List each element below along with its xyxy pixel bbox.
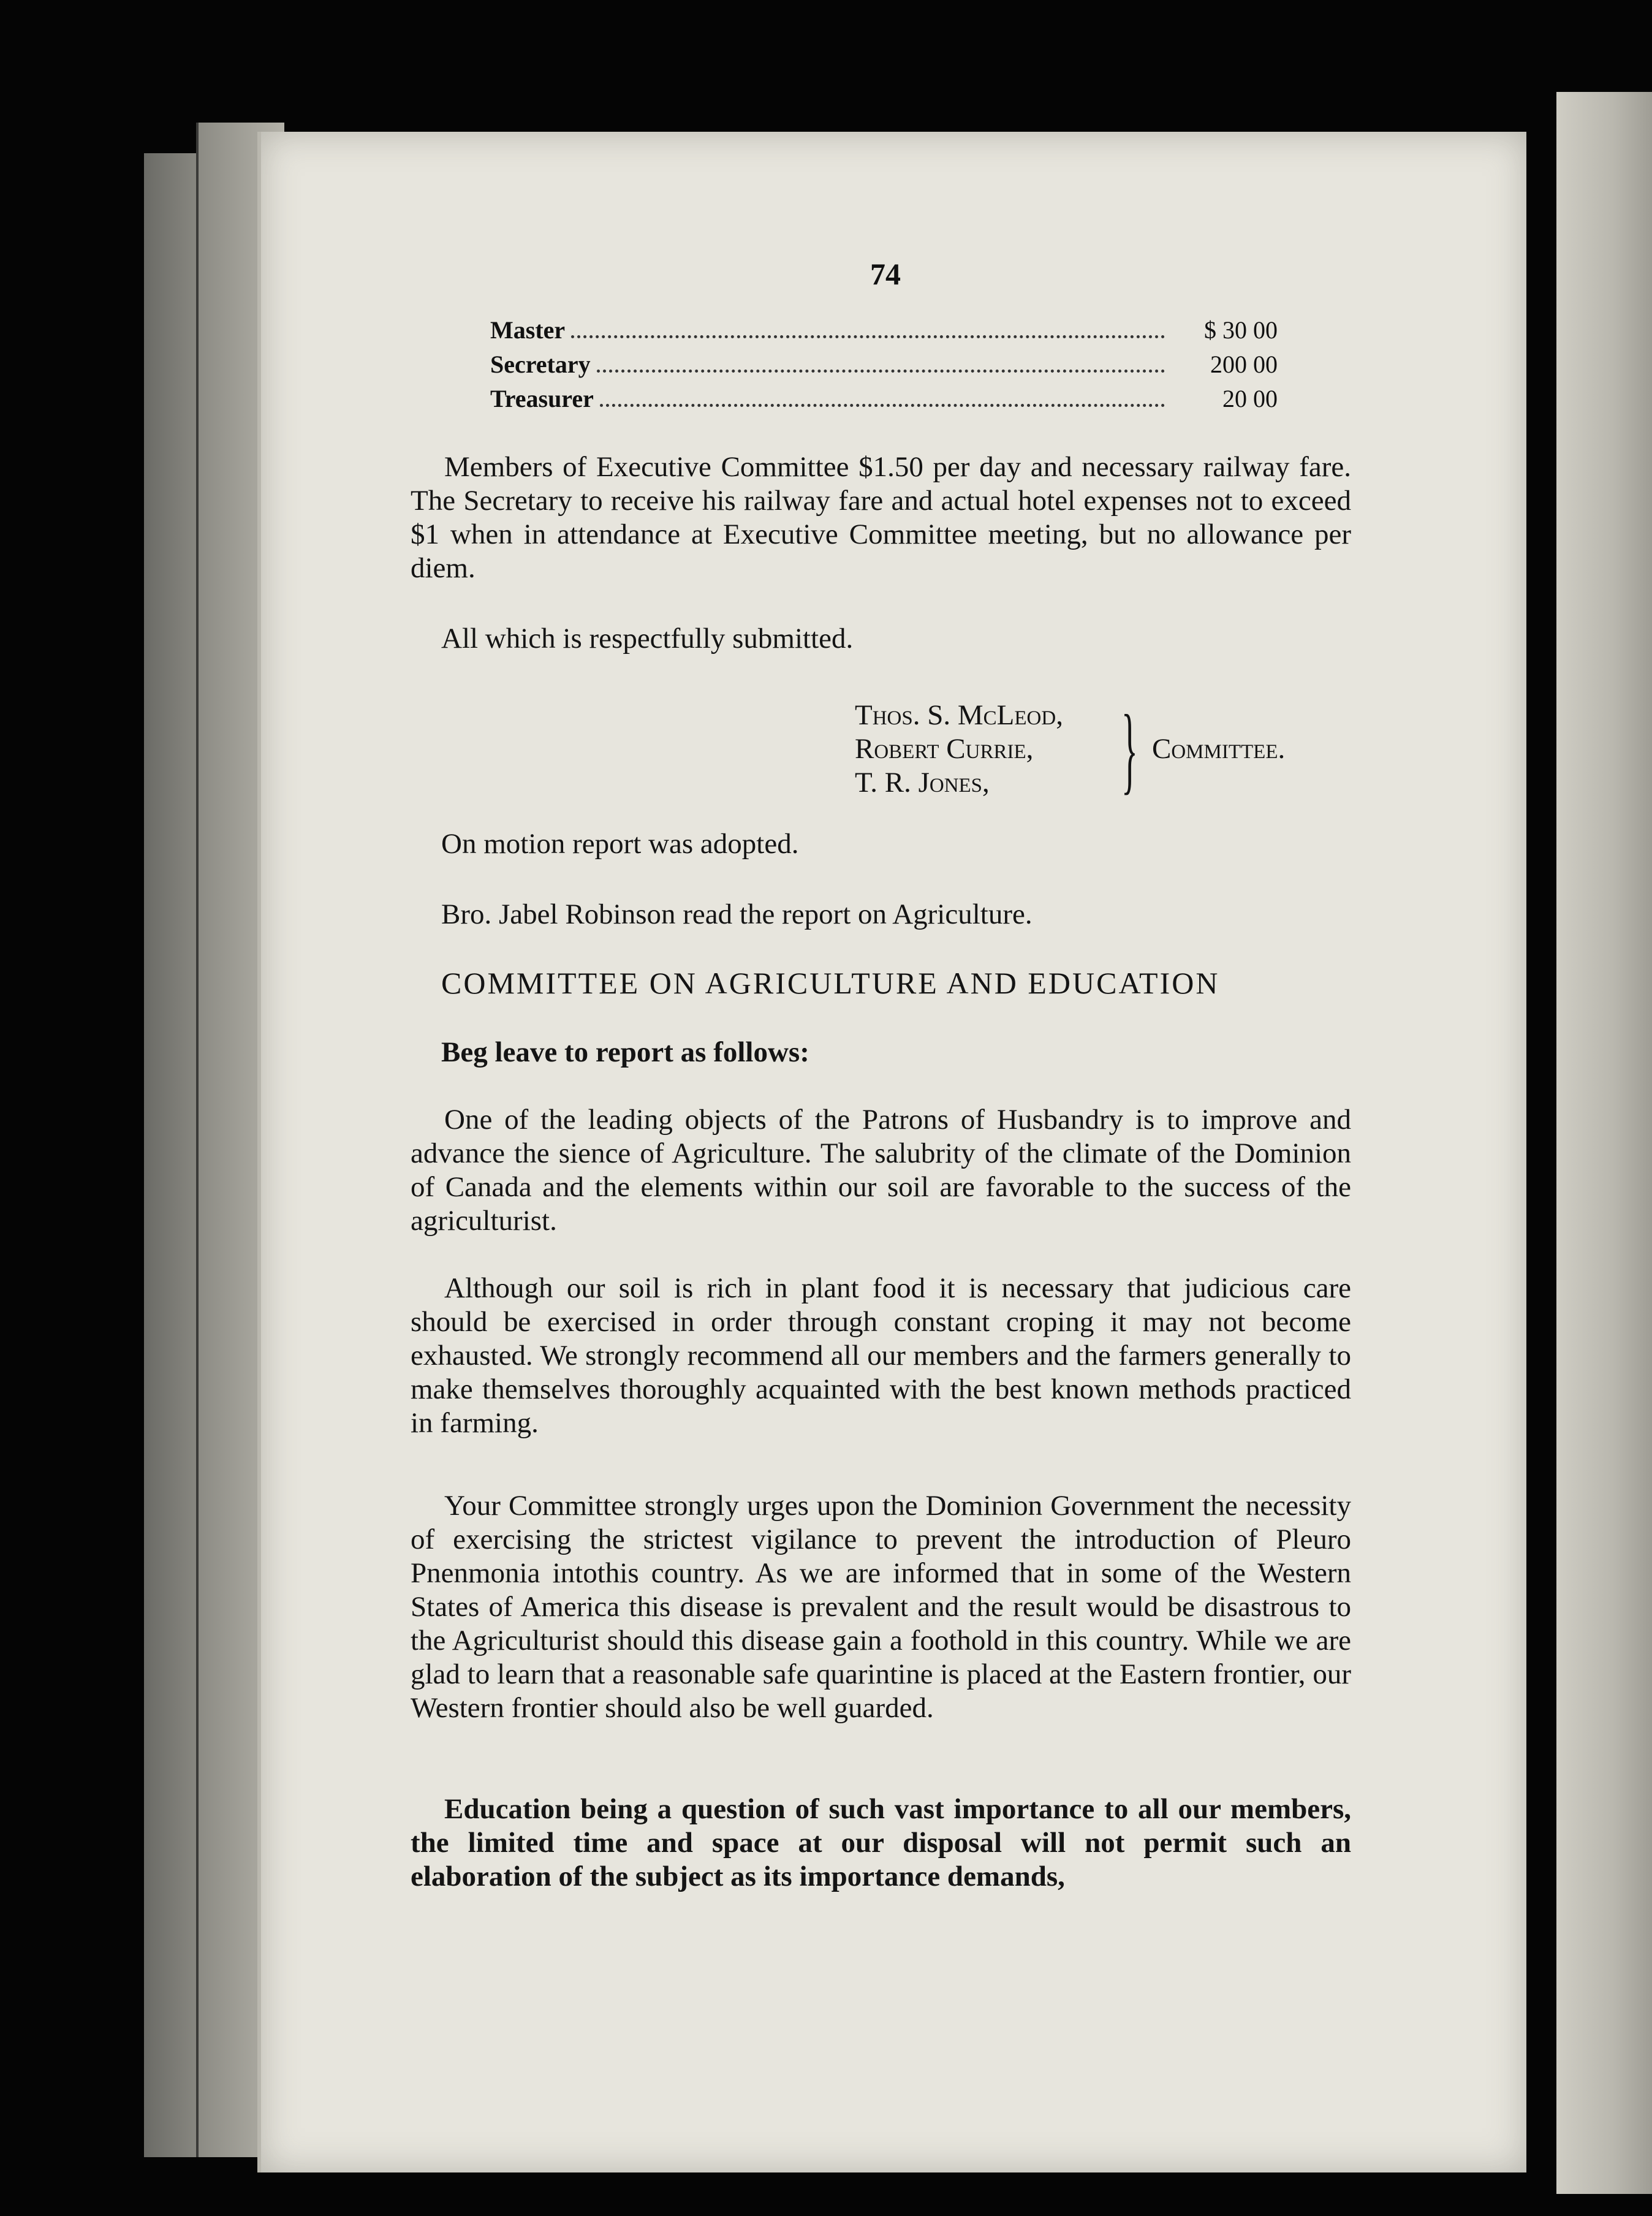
salary-row-secretary (490, 350, 1278, 384)
robinson-line: Bro. Jabel Robinson read the report on Agriculture. (441, 898, 1032, 930)
dot-leader (600, 404, 1165, 407)
education-paragraph (411, 1793, 1351, 1894)
objects-paragraph (411, 1103, 1351, 1238)
salary-label: Treasurer (490, 385, 594, 412)
salary-amount: $ 30 00 (1204, 316, 1278, 344)
dot-leader (571, 335, 1165, 338)
facing-page-edge (1556, 92, 1652, 2194)
beg-leave-line: Beg leave to report as follows: (441, 1036, 809, 1068)
section-heading: COMMITTEE ON AGRICULTURE AND EDUCATION (441, 966, 1220, 1000)
soil-paragraph (411, 1272, 1351, 1440)
signatory-name: Robert Currie, (855, 733, 1034, 765)
salary-row-master (490, 316, 1278, 350)
motion-line: On motion report was adopted. (441, 828, 799, 860)
signatories-list (855, 699, 1063, 800)
signatory-name: Thos. S. McLeod, (855, 699, 1063, 731)
salary-amount: 200 00 (1210, 351, 1278, 378)
salary-row-treasurer (490, 384, 1278, 419)
paragraph-text: Education being a question of such vast importance to all our members, the limited time and space at our disposal will not permit such an elaboration of the subject as its importance demands, (411, 1793, 1351, 1892)
brace-icon: } (1121, 694, 1138, 803)
paragraph-text: One of the leading objects of the Patrons of Husbandry is to improve and advance the sience of Agriculture. The salubrity of the climate of the Dominion of Canada and the elements within our soil are favorable to the success of the agriculturist. (411, 1104, 1351, 1237)
dot-leader (597, 370, 1165, 373)
salary-table (490, 316, 1278, 419)
salary-label: Secretary (490, 351, 591, 378)
committee-label: Committee. (1152, 733, 1286, 765)
paragraph-text: Members of Executive Committee $1.50 per day and necessary railway fare. The Secretary to receive his railway fare and actual hotel expenses not to exceed $1 when in attendance at Executive Committee meeting, but no allowance per diem. (411, 451, 1351, 584)
submitted-line: All which is respectfully submitted. (441, 623, 854, 655)
paragraph-text: Although our soil is rich in plant food it is necessary that judicious care should be exercised in order through constant croping it may not become exhausted. We strongly recommend all our members and the farmers generally to make themselves thoroughly acquainted with the best known methods practiced in farming. (411, 1272, 1351, 1439)
government-paragraph (411, 1489, 1351, 1725)
members-paragraph (411, 450, 1351, 585)
page-number: 74 (870, 257, 901, 291)
salary-amount: 20 00 (1222, 385, 1278, 412)
salary-label: Master (490, 316, 566, 344)
signatory-name: T. R. Jones, (855, 767, 990, 799)
paragraph-text: Your Committee strongly urges upon the Dominion Government the necessity of exercising the strictest vigilance to prevent the introduction of Pleuro Pnenmonia intothis country. As we are informed that in some of the Western States of America this disease is prevalent and the result would be disastrous to the Agriculturist should this disease gain a foothold in this country. While we are glad to learn that a reasonable safe quarintine is placed at the Eastern frontier, our Western frontier should also be well guarded. (411, 1490, 1351, 1724)
